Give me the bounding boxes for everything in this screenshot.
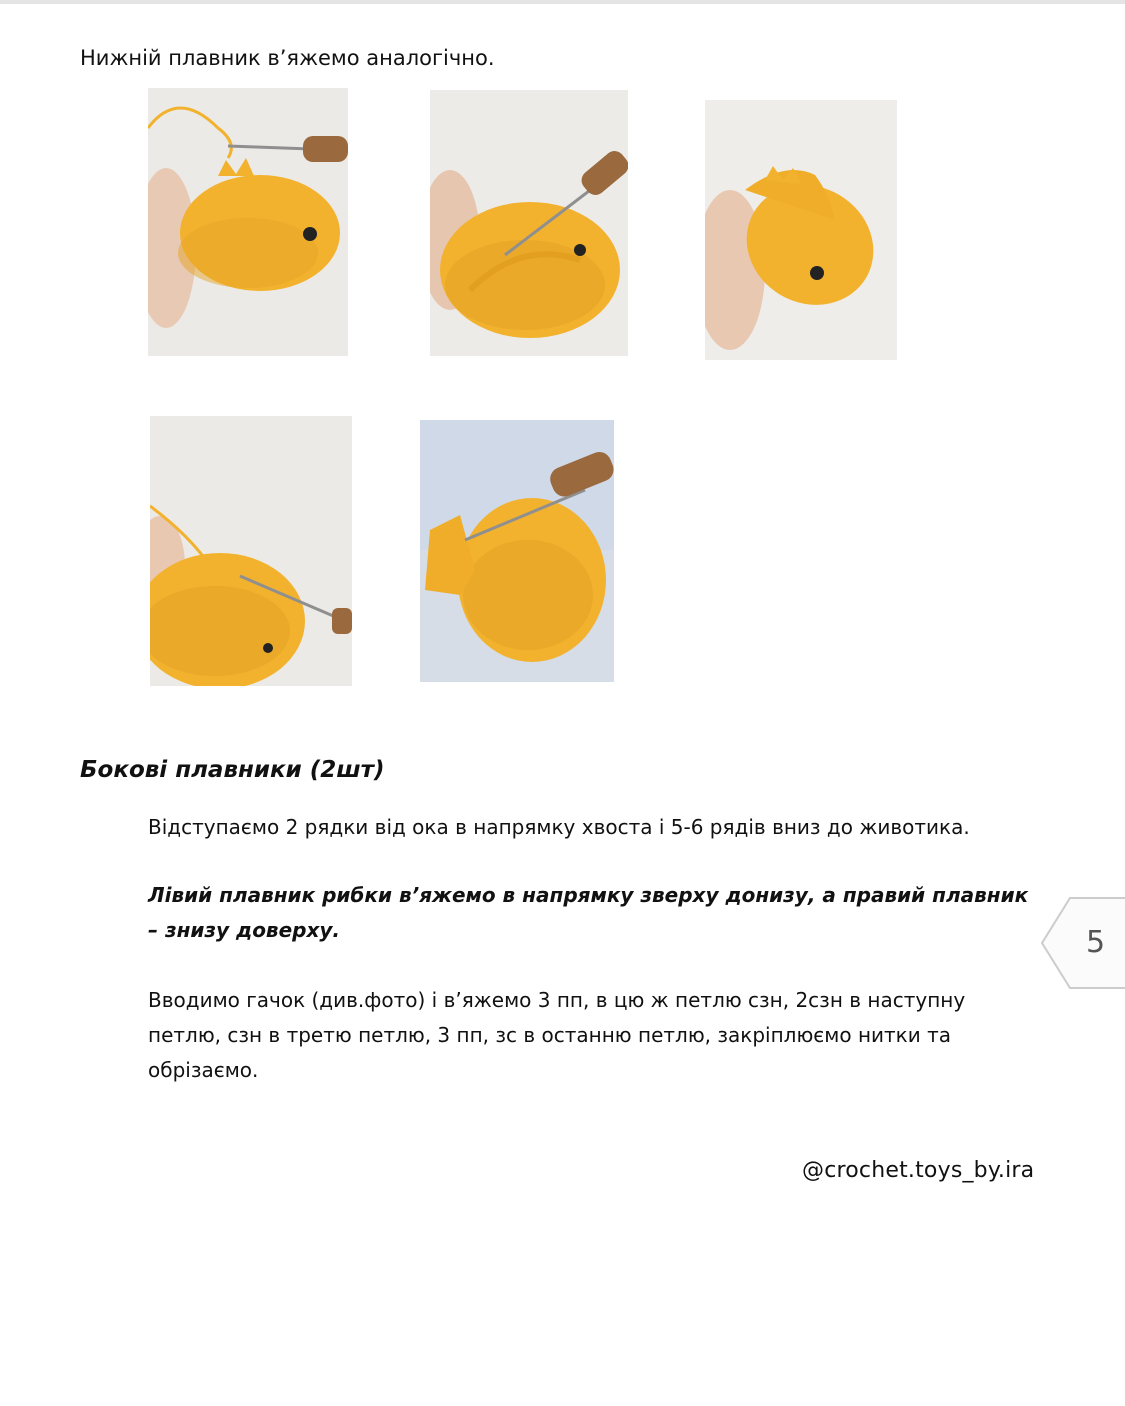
top-rule [0,0,1125,4]
paragraph-instructions: Вводимо гачок (див.фото) і в’яжемо 3 пп, в цю ж петлю сзн, 2сзн в наступну петлю, сзн в третю петлю, 3 пп, зс в останню петлю, закріплюємо нитки та обрізаємо. [148,988,966,1082]
paragraph-direction: Лівий плавник рибки в’яжемо в напрямку зверху донизу, а правий плавник – знизу доверху. [148,883,1029,942]
paragraph-offset: Відступаємо 2 рядки від ока в напрямку хвоста і 5-6 рядів вниз до животика. [148,815,970,839]
page-number: 5 [1086,925,1106,960]
intro-text: Нижній плавник в’яжемо аналогічно. [80,46,495,70]
photo-step-4 [150,416,352,686]
photo-step-1 [148,88,348,356]
photo-step-2 [430,90,628,356]
section-heading: Бокові плавники (2шт) [80,757,385,783]
page-number-tab [1040,897,1125,989]
author-signature: @crochet.toys_by.ira [802,1158,1035,1183]
photo-step-5 [420,420,614,682]
photo-step-3 [705,100,897,360]
